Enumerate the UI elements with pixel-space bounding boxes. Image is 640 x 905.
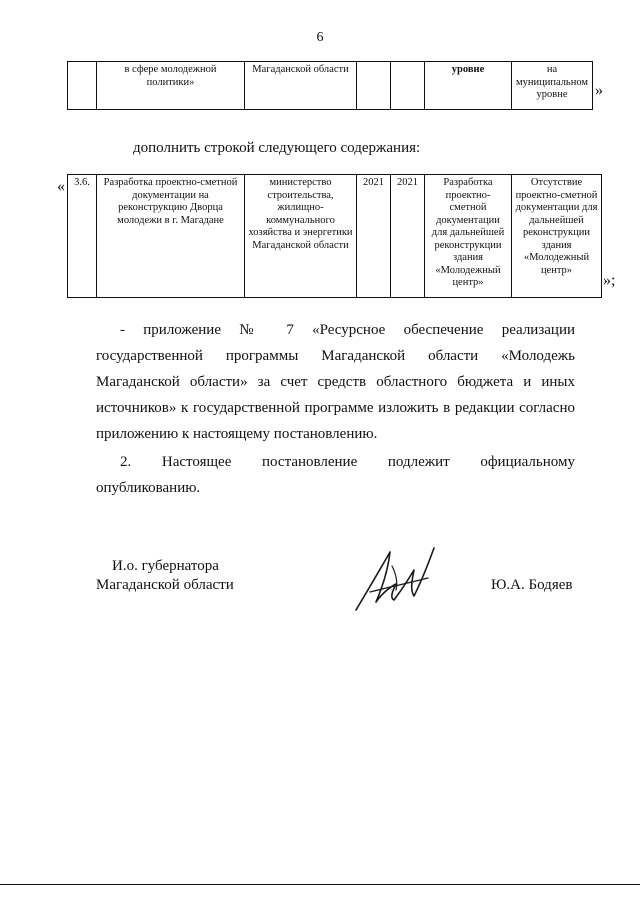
table-cell-executor: министерство строительства, жилищно-коммунального хозяйства и энергетики Магаданской области: [245, 175, 357, 298]
table-cell-number: [68, 62, 97, 110]
page-number: 6: [316, 30, 324, 45]
text-line: опубликованию.: [96, 480, 201, 496]
program-table-continued: [67, 61, 593, 110]
signatory-position-line-2: Магаданской области: [96, 577, 234, 593]
table-cell-start-year: [357, 62, 391, 110]
table-cell-event: Разработка проектно-сметной документации на реконструкцию Дворца молодежи в г. Магадане: [97, 175, 245, 298]
intro-line: дополнить строкой следующего содержания:: [133, 140, 421, 156]
table-cell-end-year: [391, 62, 425, 110]
text-line: Магаданской области» за счет средств областного бюджета и иных: [96, 374, 575, 390]
table-cell-executor: Магаданской области: [245, 62, 357, 110]
table-cell-start-year: 2021: [357, 175, 391, 298]
paragraph-appendix: [96, 317, 575, 447]
closing-quote: »: [595, 82, 603, 99]
text-line: - приложение № 7 «Ресурсное обеспечение реализации: [120, 322, 575, 338]
table-row: [68, 175, 602, 298]
table-cell-end-year: 2021: [391, 175, 425, 298]
signatory-position-line-1: И.о. губернатора: [112, 558, 219, 574]
handwritten-signature: [352, 540, 442, 616]
closing-quote-semicolon: »;: [603, 272, 616, 289]
opening-quote: «: [57, 178, 65, 195]
signatory-name: Ю.А. Бодяев: [491, 577, 573, 593]
text-line: источников» к государственной программе изложить в редакции согласно: [96, 400, 575, 416]
program-table-new-row: [67, 174, 602, 298]
table-row: [68, 62, 593, 110]
text-line: приложению к настоящему постановлению.: [96, 426, 378, 442]
table-cell-consequence: Отсутствие проектно-сметной документации для дальнейшей реконструкции здания «Молодежный центр»: [512, 175, 602, 298]
table-cell-event: в сфере молодежной политики»: [97, 62, 245, 110]
table-cell-consequence: на муниципальном уровне: [512, 62, 593, 110]
bottom-divider: [0, 884, 640, 885]
table-cell-number: 3.6.: [68, 175, 97, 298]
table-cell-result: уровне: [425, 62, 512, 110]
text-line: 2. Настоящее постановление подлежит официальному: [120, 454, 575, 470]
text-line: государственной программы Магаданской области «Молодежь: [96, 348, 575, 364]
paragraph-publication: [96, 449, 575, 501]
table-cell-result: Разработка проектно-сметной документации для дальнейшей реконструкции здания «Молодежный центр»: [425, 175, 512, 298]
